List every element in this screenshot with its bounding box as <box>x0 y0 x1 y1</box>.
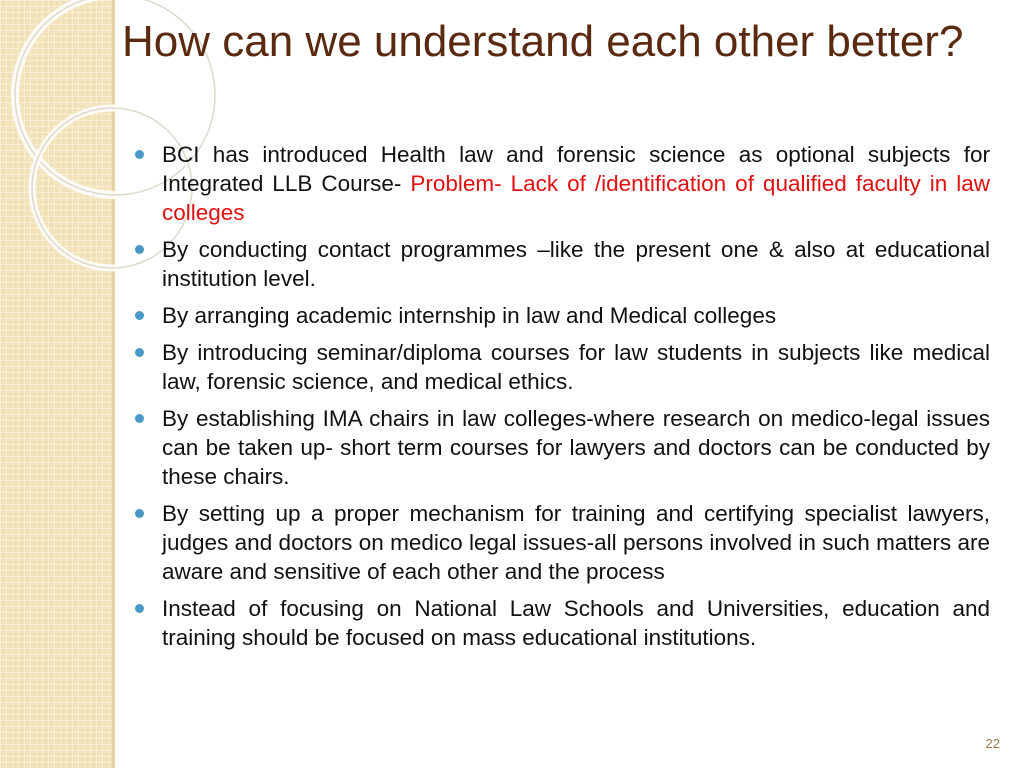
bullet-dot-icon <box>135 509 144 518</box>
bullet-list <box>132 140 990 660</box>
bullet-dot-icon <box>135 604 144 613</box>
bullet-item <box>132 499 990 586</box>
page-number: 22 <box>985 736 1000 751</box>
bullet-dot-icon <box>135 150 144 159</box>
bullet-item <box>132 404 990 491</box>
bullet-dot-icon <box>135 414 144 423</box>
bullet-item <box>132 301 990 330</box>
bullet-text: BCI has introduced Health law and forensic science as optional subjects for Integrated LLB Course- <box>162 142 990 196</box>
bullet-text: By introducing seminar/diploma courses for law students in subjects like medical law, forensic science, and medical ethics. <box>162 340 990 394</box>
bullet-item <box>132 235 990 293</box>
bullet-text: By conducting contact programmes –like the present one & also at educational institution level. <box>162 237 990 291</box>
bullet-highlight-text: Problem- Lack of /identification of qualified faculty in law colleges <box>162 171 990 225</box>
bullet-dot-icon <box>135 245 144 254</box>
bullet-item <box>132 594 990 652</box>
bullet-text: By setting up a proper mechanism for training and certifying specialist lawyers, judges and doctors on medico legal issues-all persons involved in such matters are aware and sensitive of each other and the process <box>162 501 990 584</box>
bullet-text: Instead of focusing on National Law Schools and Universities, education and training should be focused on mass educational institutions. <box>162 596 990 650</box>
bullet-item <box>132 338 990 396</box>
bullet-dot-icon <box>135 348 144 357</box>
bullet-text: By arranging academic internship in law and Medical colleges <box>162 303 777 328</box>
bullet-text: By establishing IMA chairs in law colleges-where research on medico-legal issues can be taken up- short term courses for lawyers and doctors can be conducted by these chairs. <box>162 406 990 489</box>
bullet-dot-icon <box>135 311 144 320</box>
slide-title: How can we understand each other better? <box>122 17 964 66</box>
bullet-item <box>132 140 990 227</box>
